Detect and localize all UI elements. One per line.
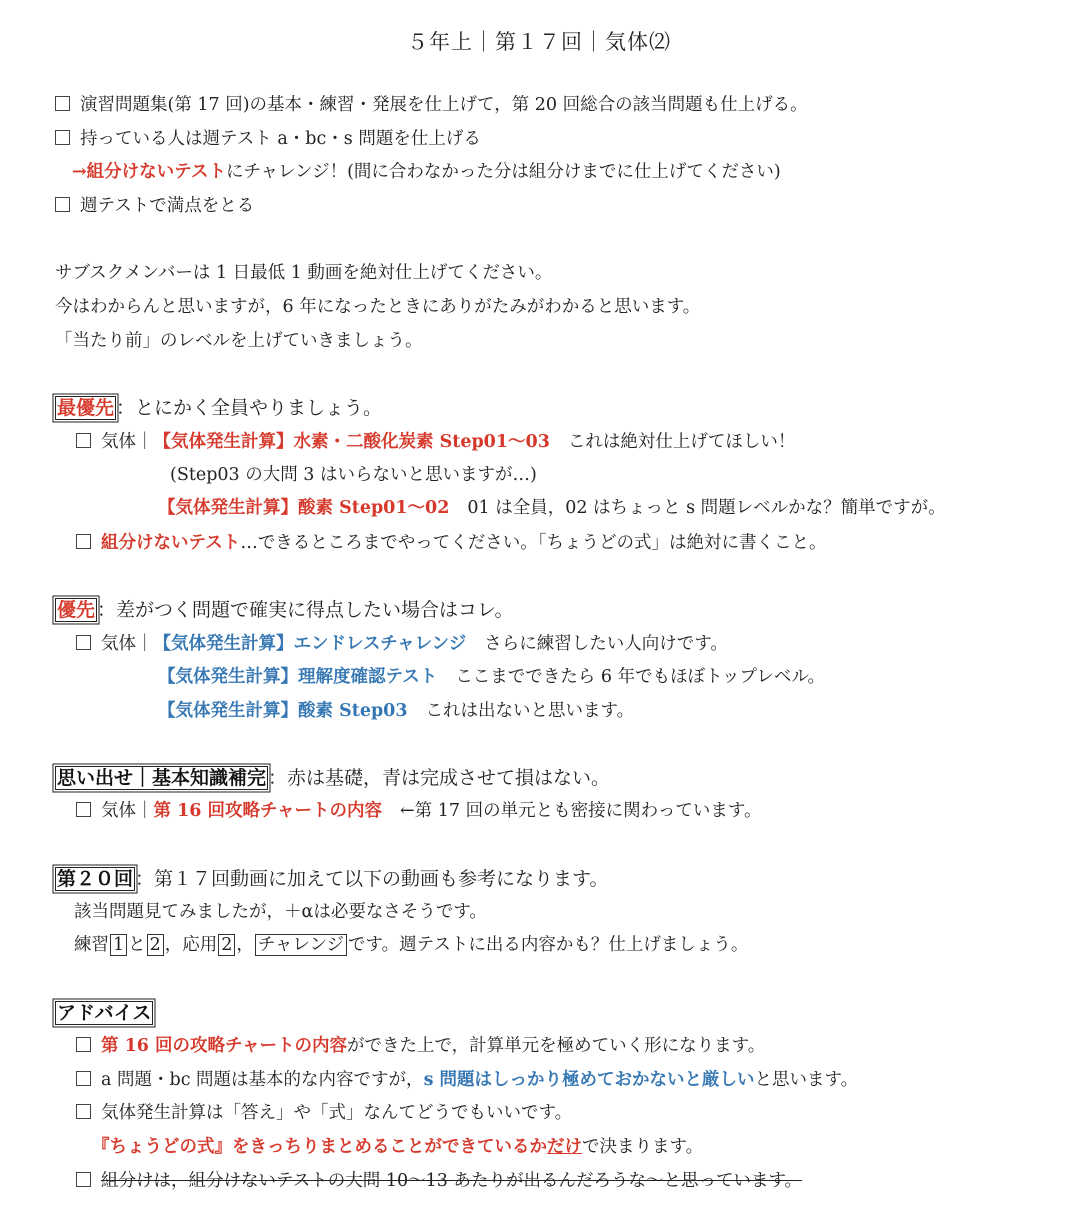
task-item bbox=[55, 94, 808, 116]
page-title: ５年上｜第１７回｜気体⑵ bbox=[407, 30, 671, 54]
section-heading-review bbox=[55, 766, 610, 790]
checkbox-icon[interactable] bbox=[76, 433, 91, 448]
highlight-text: 【気体発生計算】エンドレスチャレンジ bbox=[153, 634, 467, 654]
checkbox-icon[interactable] bbox=[76, 802, 91, 817]
section-desc: ：第１７回動画に加えて以下の動画も参考になります。 bbox=[135, 868, 609, 890]
section-label: 優先 bbox=[57, 599, 96, 621]
boxed-number: 2 bbox=[218, 934, 235, 956]
item-text: a 問題・bc 問題は基本的な内容ですが， bbox=[101, 1070, 424, 1090]
highlight-text: 第 16 回の攻略チャートの内容 bbox=[101, 1036, 348, 1056]
list-item bbox=[76, 532, 827, 554]
checkbox-icon[interactable] bbox=[76, 1104, 91, 1119]
section-label: 思い出せ｜基本知識補完 bbox=[57, 767, 267, 789]
item-note: ここまでできたら 6 年でもほぼトップレベル。 bbox=[455, 667, 825, 687]
text: 練習 bbox=[74, 935, 109, 955]
section-heading-priority-top bbox=[55, 396, 382, 420]
strikethrough-text: 組分けは，組分けないテストの大問 10〜13 あたりが出るんだろうな〜と思っています。 bbox=[101, 1171, 803, 1191]
boxed-number: 2 bbox=[147, 934, 164, 956]
item-sub-line bbox=[158, 497, 946, 519]
item-note: これは出ないと思います。 bbox=[425, 701, 635, 721]
item-text: 気体発生計算は「答え」や「式」なんてどうでもいいです。 bbox=[101, 1103, 573, 1123]
boxed-label: チャレンジ bbox=[255, 934, 347, 956]
section-desc: ：差がつく問題で確実に得点したい場合はコレ。 bbox=[97, 599, 514, 621]
section-heading-advice bbox=[55, 1001, 153, 1025]
task-item bbox=[55, 128, 481, 150]
section-desc: ：赤は基礎，青は完成させて損はない。 bbox=[268, 767, 611, 789]
section-label: 最優先 bbox=[57, 397, 115, 419]
highlight-text: 第 16 回攻略チャートの内容 bbox=[153, 801, 383, 821]
text: ，応用 bbox=[164, 935, 218, 955]
highlight-text: →組分けないテスト bbox=[72, 162, 226, 182]
item-sub-line: (Step03 の大問 3 はいらないと思いますが…) bbox=[170, 465, 537, 485]
highlight-text: s 問題はしっかり極めておかないと厳しい bbox=[423, 1070, 755, 1090]
task-text: 演習問題集(第 17 回)の基本・練習・発展を仕上げて，第 20 回総合の該当問題も仕上げる。 bbox=[80, 95, 808, 115]
task-item bbox=[55, 195, 254, 217]
task-sub-text: にチャレンジ！(間に合わなかった分は組分けまでに仕上げてください) bbox=[225, 162, 781, 182]
list-item bbox=[76, 633, 728, 655]
intro-line: 「当たり前」のレベルを上げていきましょう。 bbox=[55, 331, 423, 351]
text: と bbox=[128, 935, 146, 955]
list-item bbox=[76, 800, 762, 822]
list-item bbox=[76, 1035, 765, 1057]
checkbox-icon[interactable] bbox=[76, 1037, 91, 1052]
item-sub-line bbox=[92, 1136, 703, 1158]
item-note: で決まります。 bbox=[582, 1137, 704, 1157]
list-item bbox=[76, 431, 795, 453]
section-label: 第２０回 bbox=[57, 868, 134, 890]
item-note: ←第 17 回の単元とも密接に関わっています。 bbox=[400, 801, 762, 821]
boxed-number: 1 bbox=[110, 934, 127, 956]
highlight-text: 『ちょうどの式』をきっちりまとめることができているか bbox=[92, 1137, 547, 1157]
underlined-text: だけ bbox=[547, 1137, 582, 1157]
task-sub-line bbox=[72, 161, 781, 183]
text: ， bbox=[236, 935, 254, 955]
checkbox-icon[interactable] bbox=[76, 635, 91, 650]
highlight-text: 【気体発生計算】酸素 Step03 bbox=[158, 701, 408, 721]
body-line bbox=[74, 934, 748, 956]
item-sub-line bbox=[158, 700, 634, 722]
intro-line: 今はわからんと思いますが，6 年になったときにありがたみがわかると思います。 bbox=[55, 297, 701, 317]
highlight-text: 【気体発生計算】理解度確認テスト bbox=[158, 667, 438, 687]
list-item bbox=[76, 1102, 572, 1124]
item-note: …できるところまでやってください。「ちょうどの式」は絶対に書くこと。 bbox=[240, 533, 827, 553]
checkbox-icon[interactable] bbox=[76, 1071, 91, 1086]
section-heading-priority bbox=[55, 598, 514, 622]
section-desc: ：とにかく全員やりましょう。 bbox=[116, 397, 383, 419]
item-prefix: 気体｜ bbox=[101, 801, 154, 821]
checkbox-icon[interactable] bbox=[55, 197, 70, 212]
highlight-text: 【気体発生計算】水素・二酸化炭素 Step01〜03 bbox=[153, 432, 550, 452]
item-prefix: 気体｜ bbox=[101, 432, 154, 452]
item-prefix: 気体｜ bbox=[101, 634, 154, 654]
section-heading-lesson20 bbox=[55, 867, 609, 891]
checkbox-icon[interactable] bbox=[55, 96, 70, 111]
checkbox-icon[interactable] bbox=[55, 130, 70, 145]
text: です。週テストに出る内容かも？仕上げましょう。 bbox=[348, 935, 749, 955]
item-note: さらに練習したい人向けです。 bbox=[484, 634, 728, 654]
section-label: アドバイス bbox=[57, 1002, 152, 1024]
highlight-text: 【気体発生計算】酸素 Step01〜02 bbox=[158, 498, 450, 518]
checkbox-icon[interactable] bbox=[76, 1172, 91, 1187]
body-line: 該当問題見てみましたが，＋αは必要なさそうです。 bbox=[74, 902, 487, 922]
item-note: ができた上で，計算単元を極めていく形になります。 bbox=[347, 1036, 766, 1056]
list-item bbox=[76, 1069, 858, 1091]
task-text: 持っている人は週テスト a・bc・s 問題を仕上げる bbox=[80, 129, 481, 149]
checkbox-icon[interactable] bbox=[76, 534, 91, 549]
highlight-text: 組分けないテスト bbox=[101, 533, 241, 553]
item-text: と思います。 bbox=[754, 1070, 859, 1090]
list-item bbox=[76, 1170, 802, 1192]
task-text: 週テストで満点をとる bbox=[80, 196, 255, 216]
item-sub-line bbox=[158, 666, 825, 688]
intro-line: サブスクメンバーは 1 日最低 1 動画を絶対仕上げてください。 bbox=[55, 263, 553, 283]
item-note: これは絶対仕上げてほしい！ bbox=[567, 432, 796, 452]
item-note: 01 は全員，02 はちょっと s 問題レベルかな？簡単ですが。 bbox=[467, 498, 946, 518]
